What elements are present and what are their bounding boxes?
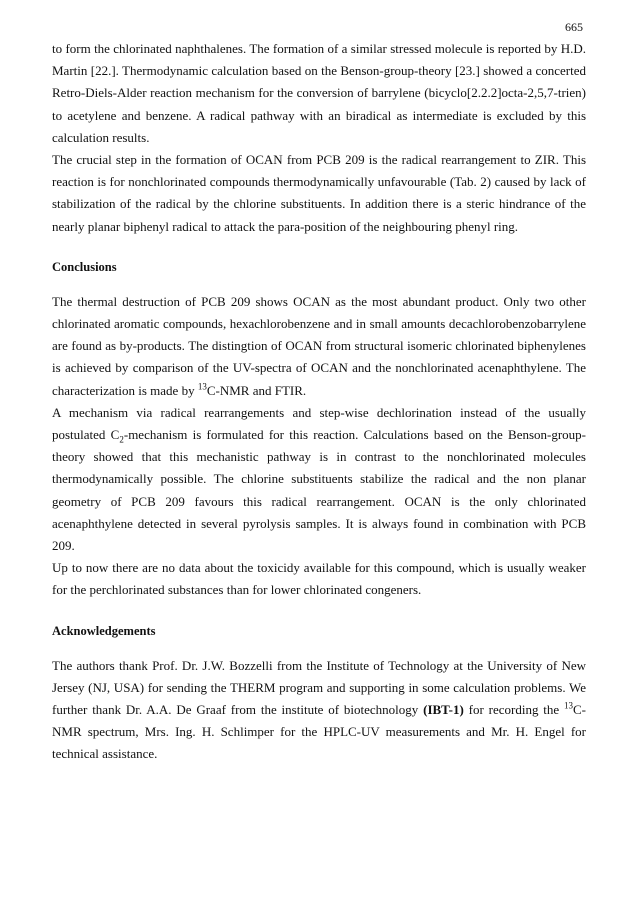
page-content — [52, 38, 586, 766]
conclusions-paragraph-1 — [52, 291, 586, 402]
acknowledgements-heading: Acknowledgements — [52, 623, 156, 638]
c2-subscript: 2 — [119, 434, 124, 445]
page-number: 665 — [565, 20, 583, 34]
ack-text-end: C-NMR spectrum, Mrs. Ing. H. Schlimper for the HPLC-UV measurements and Mr. H. Engel for technical assistance. — [52, 702, 586, 762]
conclusions-paragraph-2 — [52, 402, 586, 557]
intro-paragraph-1: to form the chlorinated naphthalenes. The formation of a similar stressed molecule is reported by H.D. Martin [22.]. Thermodynamic calculation based on the Benson-group-theory [23.] showed a concerted Retro-Diels-Alder reaction mechanism for the conversion of barrylene (bicyclo[2.2.2]octa-2,5,7-trien) to acetylene and benzene. A radical pathway with an biradical as intermediate is excluded by this calculation results. — [52, 41, 586, 145]
conclusions-p1-text: The thermal destruction of PCB 209 shows OCAN as the most abundant product. Only two other chlorinated aromatic compounds, hexachlorobenzene and in small amounts decachlorobenzobarrylene are found as by-products. The distingtion of OCAN from structural isomeric chlorinated biphenylenes is achieved by comparison of the UV-spectra of OCAN and the nonchlorinated acenaphthylene. The characterization is made by — [52, 293, 586, 398]
ack-text-mid: for recording the — [463, 702, 564, 718]
conclusions-p2-text: A mechanism via radical rearrangements and step-wise dechlorination instead of the usually postulated C — [52, 404, 586, 443]
ibt-label: (IBT-1) — [423, 702, 464, 718]
c13-superscript: 13 — [197, 381, 207, 392]
acknowledgements-paragraph — [52, 655, 586, 766]
conclusions-paragraph-3: Up to now there are no data about the toxicidy available for this compound, which is usually weaker for the perchlorinated substances than for lower chlorinated congeners. — [52, 560, 586, 598]
ack-text: The authors thank Prof. Dr. J.W. Bozzelli from the Institute of Technology at the University of New Jersey (NJ, USA) for sending the THERM program and supporting in some calculation problems. We further thank Dr. A.A. De Graaf from the institute of biotechnology — [52, 657, 586, 718]
conclusions-p1-end: C-NMR and FTIR. — [206, 382, 307, 398]
intro-paragraph-2: The crucial step in the formation of OCAN from PCB 209 is the radical rearrangement to ZIR. This reaction is for nonchlorinated compounds thermodynamically unfavourable (Tab. 2) caused by lack of stabilization of the radical by the chlorine substituents. In addition there is a steric hindrance of the nearly planar biphenyl radical to attack the para-position of the neighbouring phenyl ring. — [52, 152, 586, 234]
conclusions-p2-end: -mechanism is formulated for this reaction. Calculations based on the Benson-group-theory showed that this mechanistic pathway is in contrast to the nonchlorinated molecules thermodynamically possible. The chlorine substituents stabilize the radical and the non planar geometry of PCB 209 favours this radical rearrangement. OCAN is the only chlorinated acenaphthylene detected in several pyrolysis samples. It is always found in combination with PCB 209. — [52, 427, 587, 554]
conclusions-heading: Conclusions — [52, 259, 117, 274]
ack-c13-superscript: 13 — [563, 700, 573, 711]
